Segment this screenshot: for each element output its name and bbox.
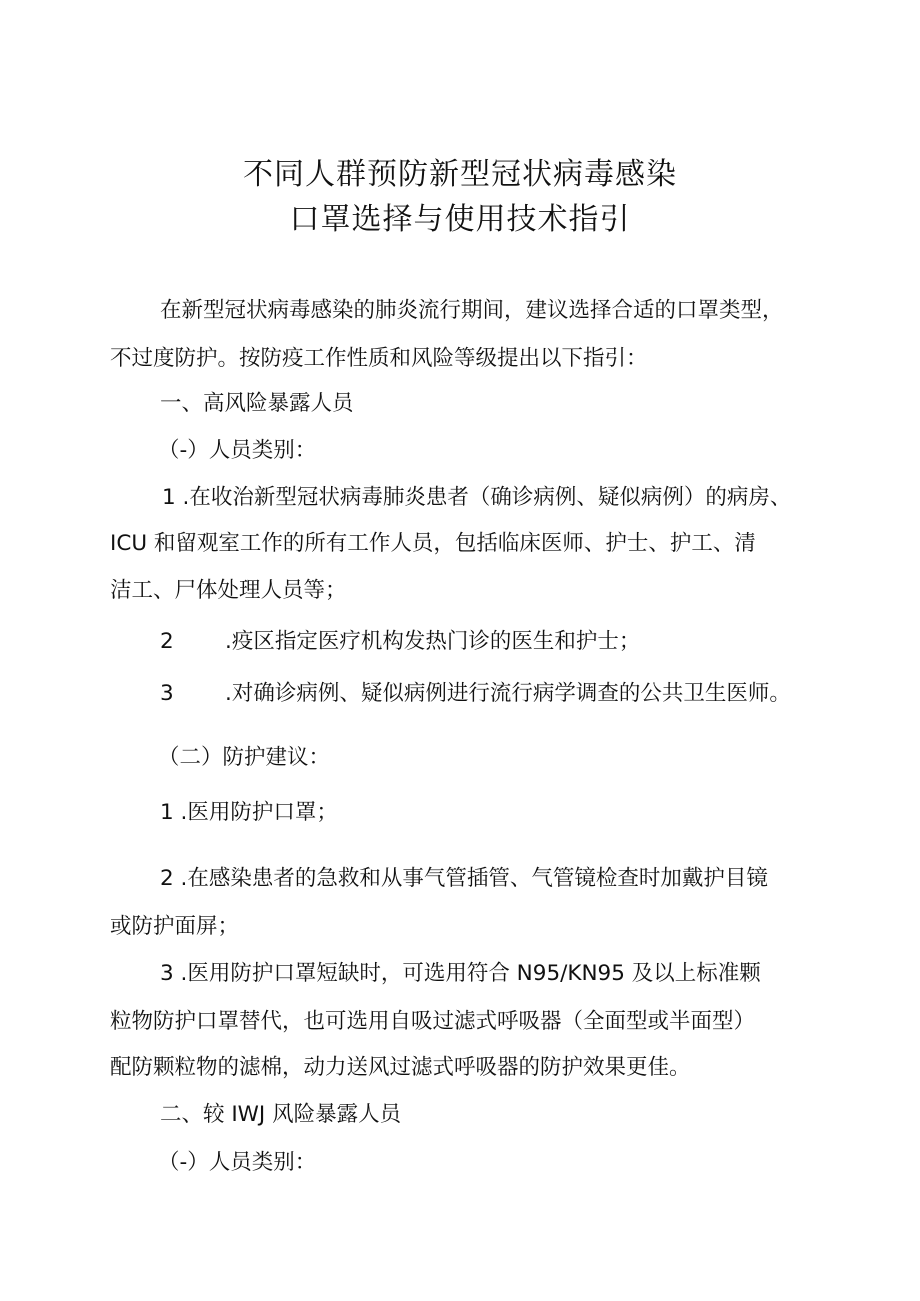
section-1-subheading-categories: （-）人员类别： — [158, 438, 317, 463]
section-2-subheading-categories: （-）人员类别： — [158, 1150, 317, 1175]
item-2-text: .疫区指定医疗机构发热门诊的医生和护士； — [225, 629, 641, 654]
title-line-1: 不同人群预防新型冠状病毒感染 — [243, 157, 677, 192]
item-2-number: 2 — [160, 629, 174, 654]
section-1-subheading-advice: （二）防护建议： — [158, 745, 331, 770]
intro-line-2: 不过度防护。按防疫工作性质和风险等级提出以下指引： — [110, 346, 648, 371]
advice-2-line-2: 或防护面屏； — [110, 914, 240, 939]
item-3-number: 3 — [160, 681, 174, 706]
section-2-heading: 二、较 IWJ 风险暴露人员 — [160, 1102, 402, 1127]
title-line-2: 口罩选择与使用技术指引 — [289, 202, 631, 237]
item-1-line-2: ICU 和留观室工作的所有工作人员，包括临床医师、护士、护工、清 — [110, 531, 756, 556]
intro-line-1: 在新型冠状病毒感染的肺炎流行期间，建议选择合适的口罩类型， — [160, 298, 784, 323]
item-1-line-1: 1 .在收治新型冠状病毒肺炎患者（确诊病例、疑似病例）的病房、 — [162, 485, 792, 510]
section-1-heading: 一、高风险暴露人员 — [160, 391, 354, 416]
item-3-text: .对确诊病例、疑似病例进行流行病学调查的公共卫生医师。 — [225, 681, 791, 706]
item-1-line-3: 洁工、尸体处理人员等； — [110, 578, 347, 603]
advice-3-line-1: 3 .医用防护口罩短缺时，可选用符合 N95/KN95 及以上标准颗 — [160, 961, 761, 986]
advice-3-line-2: 粒物防护口罩替代，也可选用自吸过滤式呼吸器（全面型或半面型） — [110, 1009, 756, 1034]
advice-3-line-3: 配防颗粒物的滤棉，动力送风过滤式呼吸器的防护效果更佳。 — [110, 1055, 691, 1080]
advice-1: 1 .医用防护口罩； — [160, 800, 338, 825]
advice-2-line-1: 2 .在感染患者的急救和从事气管插管、气管镜检查时加戴护目镜 — [160, 866, 768, 891]
